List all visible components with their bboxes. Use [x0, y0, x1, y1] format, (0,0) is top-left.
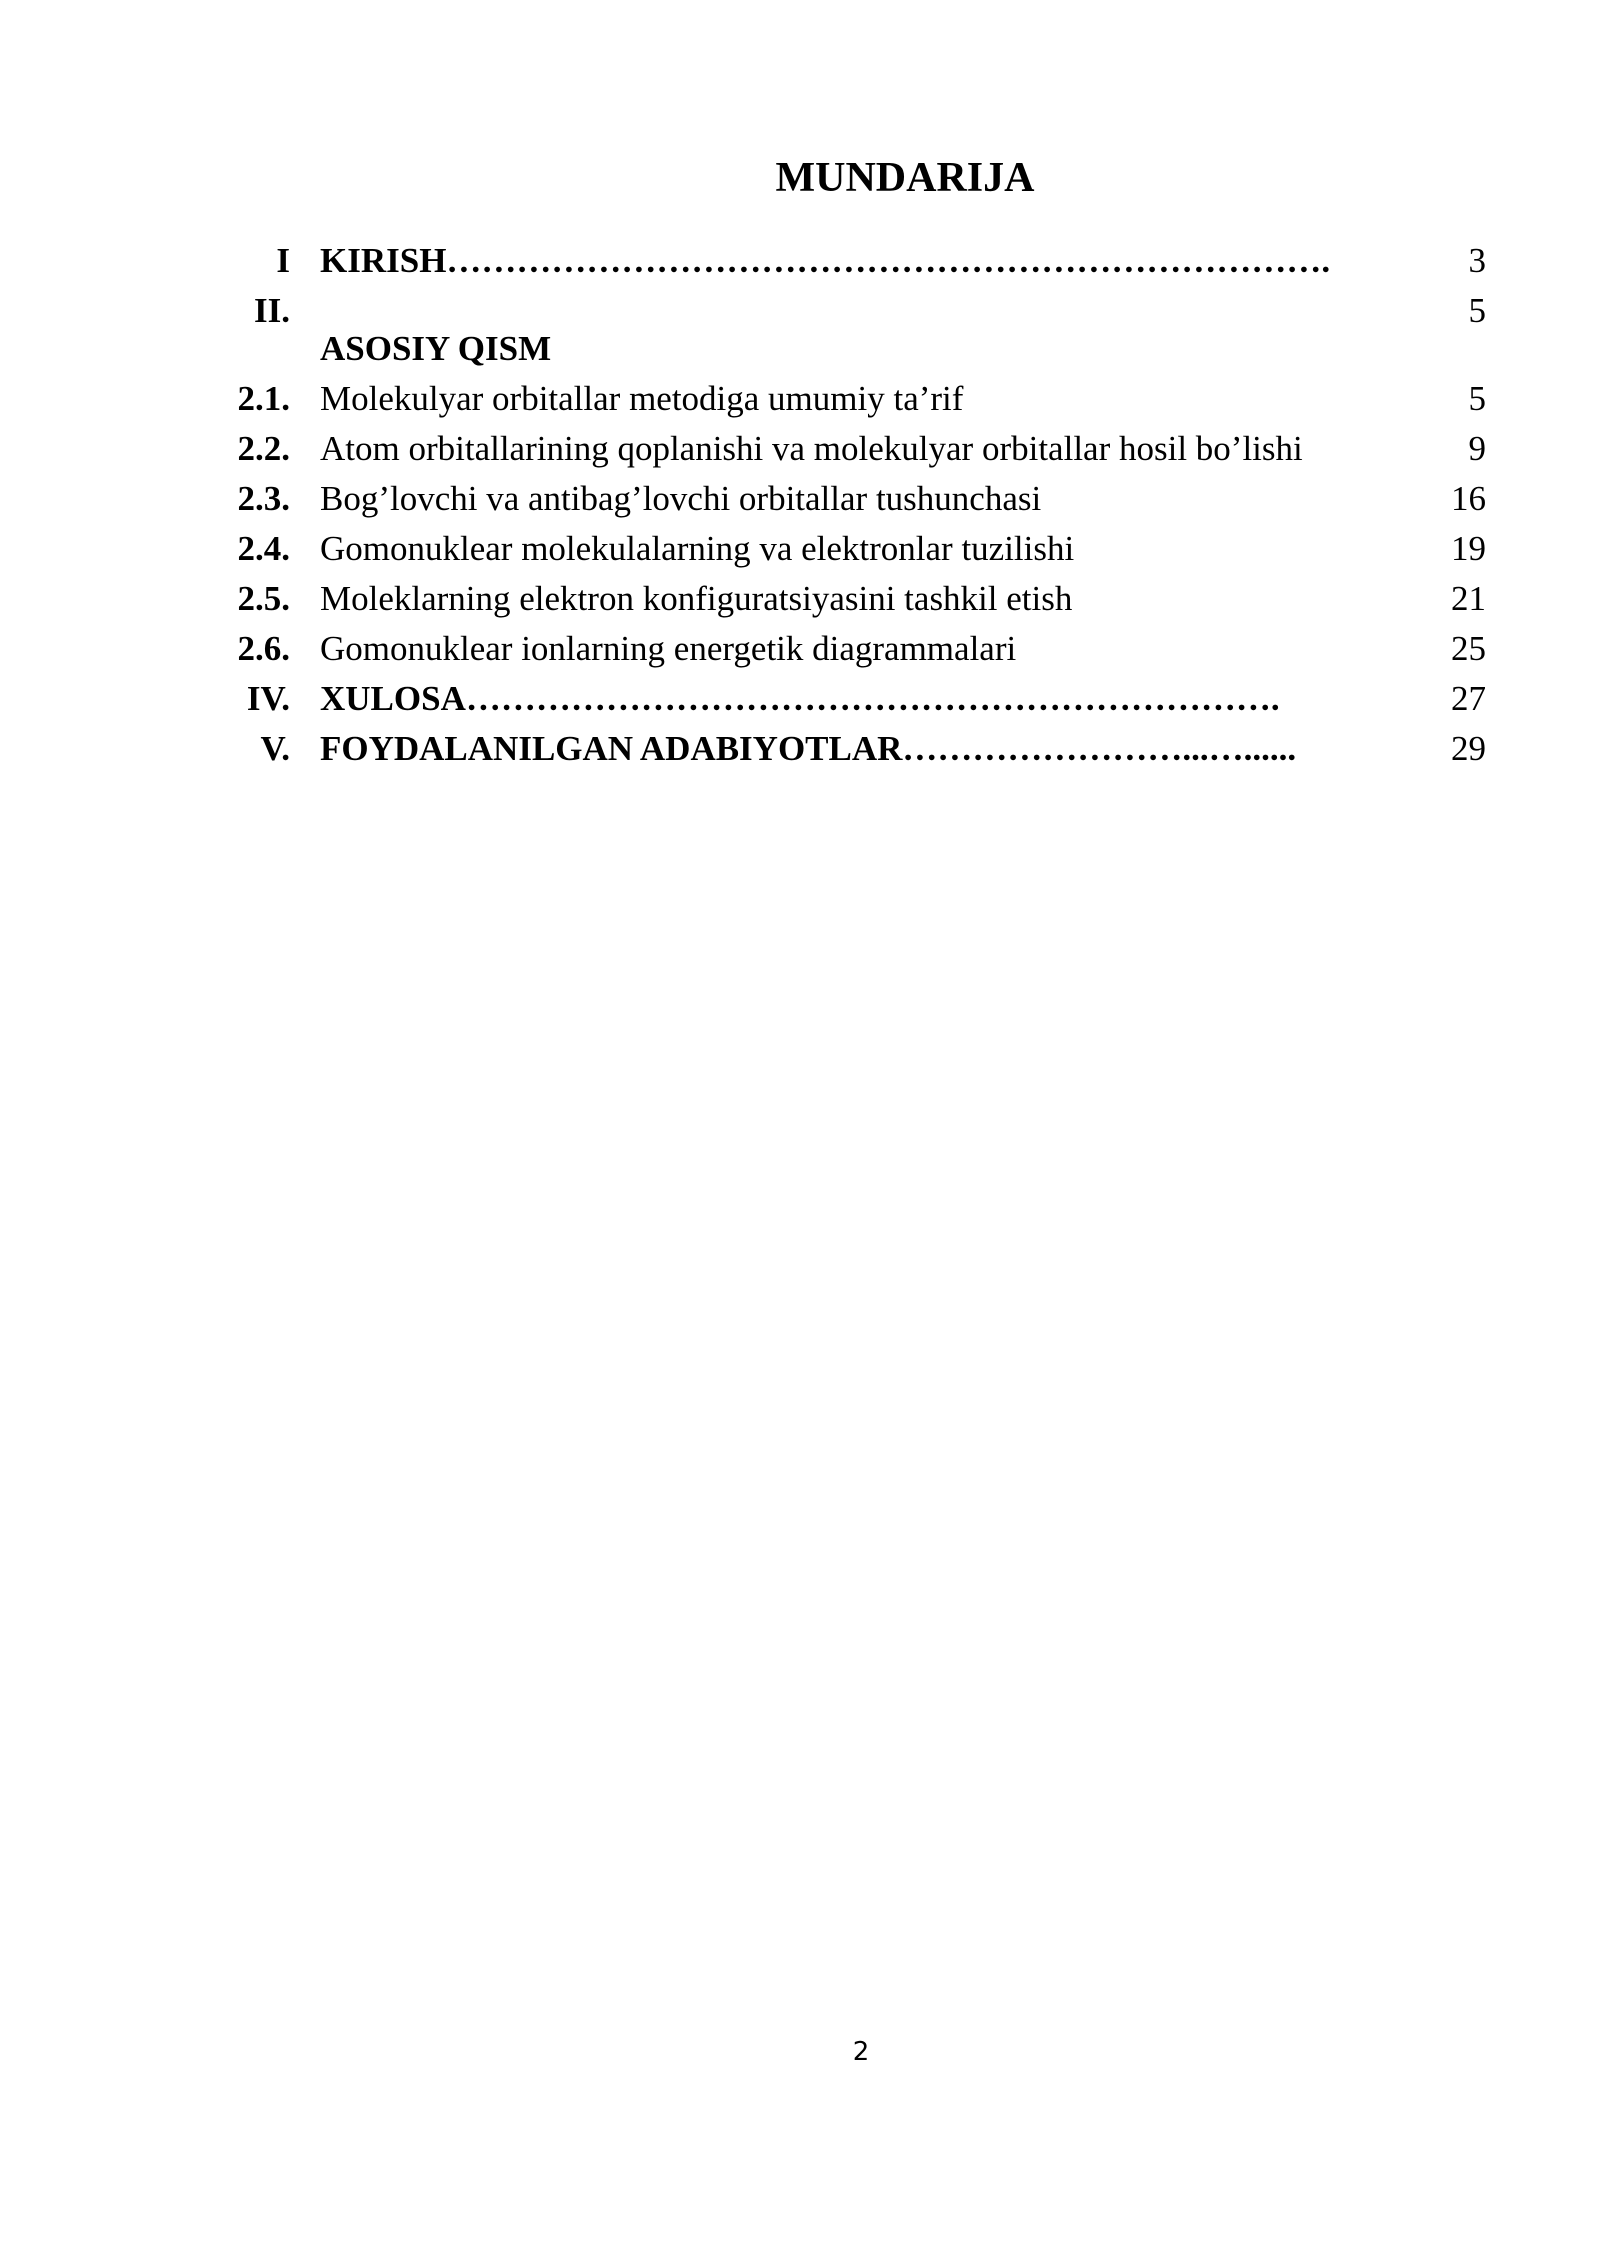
page-title: MUNDARIJA: [775, 155, 1035, 201]
toc-entry-kirish[interactable]: [220, 236, 1510, 286]
toc-entry-number: 2.4.: [237, 529, 290, 568]
toc-entry-number: 2.2.: [237, 429, 290, 468]
toc-entry-title: Bog’lovchi va antibag’lovchi orbitallar tushunchasi: [320, 479, 1042, 518]
toc-entry-page: 5: [1468, 379, 1486, 418]
toc-entry-2-4[interactable]: [220, 524, 1510, 574]
toc-entry-number: 2.6.: [237, 629, 290, 668]
toc-entry-title: Moleklarning elektron konfiguratsiyasini tashkil etish: [320, 579, 1073, 618]
toc-entry-2-2[interactable]: [220, 424, 1510, 474]
toc-entry-number: V.: [260, 729, 290, 768]
toc-entry-2-3[interactable]: [220, 474, 1510, 524]
table-of-contents: [220, 236, 1510, 774]
toc-entry-page: 19: [1451, 529, 1486, 568]
toc-entry-title: Molekulyar orbitallar metodiga umumiy ta’rif: [320, 379, 964, 418]
toc-entry-number: 2.5.: [237, 579, 290, 618]
toc-entry-2-6[interactable]: [220, 624, 1510, 674]
page-number: 2: [852, 2037, 870, 2067]
toc-entry-page: 25: [1451, 629, 1486, 668]
toc-entry-title: XULOSA…………………………………………………………….: [320, 679, 1280, 718]
toc-entry-page: 21: [1451, 579, 1486, 618]
toc-entry-page: 3: [1468, 241, 1486, 280]
toc-entry-number: II.: [254, 291, 290, 330]
toc-entry-number: 2.3.: [237, 479, 290, 518]
toc-entry-title: Gomonuklear molekulalarning va elektronlar tuzilishi: [320, 529, 1075, 568]
toc-entry-page: 16: [1451, 479, 1486, 518]
toc-entry-asosiy-qism[interactable]: [220, 286, 1510, 374]
toc-entry-title: KIRISH………………………………………………………………….: [320, 241, 1331, 280]
toc-entry-page: 9: [1468, 429, 1486, 468]
toc-entry-2-5[interactable]: [220, 574, 1510, 624]
toc-entry-page: 5: [1468, 291, 1486, 330]
toc-entry-number: IV.: [246, 679, 290, 718]
toc-entry-title: ASOSIY QISM: [320, 329, 552, 368]
toc-entry-adabiyotlar[interactable]: [220, 724, 1510, 774]
toc-entry-title: FOYDALANILGAN ADABIYOTLAR……………………...…......: [320, 729, 1297, 768]
toc-entry-xulosa[interactable]: [220, 674, 1510, 724]
toc-entry-2-1[interactable]: [220, 374, 1510, 424]
toc-entry-title: Gomonuklear ionlarning energetik diagrammalari: [320, 629, 1017, 668]
toc-entry-page: 27: [1451, 679, 1486, 718]
toc-entry-page: 29: [1451, 729, 1486, 768]
toc-entry-number: I: [276, 241, 290, 280]
toc-entry-number: 2.1.: [237, 379, 290, 418]
toc-entry-title: Atom orbitallarining qoplanishi va molekulyar orbitallar hosil bo’lishi: [320, 429, 1303, 468]
